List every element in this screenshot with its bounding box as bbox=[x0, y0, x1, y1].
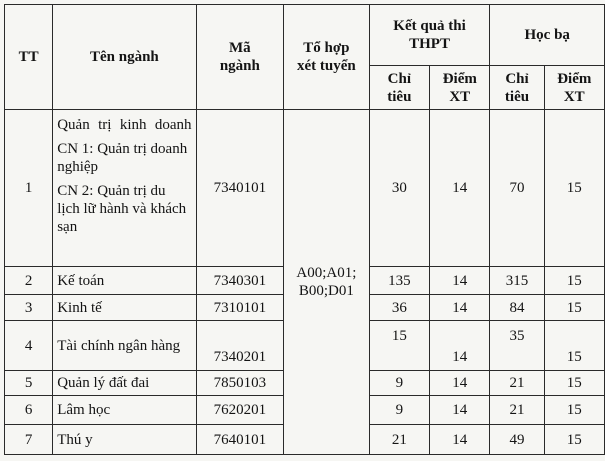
major-name: Lâm học bbox=[53, 396, 196, 425]
row-number: 5 bbox=[5, 371, 53, 396]
thpt-quota: 135 bbox=[369, 267, 429, 295]
col-header-hocba-chi-tieu: Chỉ tiêu bbox=[490, 66, 544, 110]
col-header-ma-nganh: Mã ngành bbox=[196, 5, 284, 110]
col-header-thpt-diem-xt: Điểm XT bbox=[430, 66, 490, 110]
thpt-score: 14 bbox=[430, 267, 490, 295]
admission-quota-table bbox=[4, 4, 605, 455]
hocba-quota: 21 bbox=[490, 396, 544, 425]
row-number: 4 bbox=[5, 321, 53, 371]
major-code: 7340101 bbox=[196, 110, 284, 267]
thpt-quota: 30 bbox=[369, 110, 429, 267]
hocba-score: 15 bbox=[544, 110, 604, 267]
hocba-score: 15 bbox=[544, 425, 604, 455]
major-code: 7850103 bbox=[196, 371, 284, 396]
major-code: 7340201 bbox=[196, 321, 284, 371]
major-code: 7620201 bbox=[196, 396, 284, 425]
hocba-quota: 315 bbox=[490, 267, 544, 295]
row-number: 7 bbox=[5, 425, 53, 455]
major-name: Kinh tế bbox=[53, 295, 196, 321]
thpt-score: 14 bbox=[430, 396, 490, 425]
thpt-score: 14 bbox=[430, 110, 490, 267]
table-row bbox=[5, 110, 605, 267]
hocba-score: 15 bbox=[544, 371, 604, 396]
thpt-score: 14 bbox=[430, 321, 490, 371]
row-number: 3 bbox=[5, 295, 53, 321]
hocba-score: 15 bbox=[544, 321, 604, 371]
row-number: 2 bbox=[5, 267, 53, 295]
major-name-cell bbox=[53, 110, 196, 267]
major-name: Quản lý đất đai bbox=[53, 371, 196, 396]
col-header-to-hop: Tổ hợp xét tuyển bbox=[284, 5, 369, 110]
col-header-thpt-chi-tieu: Chỉ tiêu bbox=[369, 66, 429, 110]
major-name: Thú y bbox=[53, 425, 196, 455]
major-name: Kế toán bbox=[53, 267, 196, 295]
col-group-thpt: Kết quả thi THPT bbox=[369, 5, 490, 66]
major-code: 7640101 bbox=[196, 425, 284, 455]
col-header-tt: TT bbox=[5, 5, 53, 110]
col-header-ten-nganh: Tên ngành bbox=[53, 5, 196, 110]
hocba-score: 15 bbox=[544, 295, 604, 321]
major-name: Quản trị kinh doanh bbox=[57, 117, 192, 133]
row-number: 6 bbox=[5, 396, 53, 425]
thpt-score: 14 bbox=[430, 371, 490, 396]
col-header-hocba-diem-xt: Điểm XT bbox=[544, 66, 604, 110]
specialization-2: CN 2: Quản trị du lịch lữ hành và khách sạn bbox=[57, 183, 187, 235]
specialization-1: CN 1: Quản trị doanh nghiệp bbox=[57, 141, 188, 175]
hocba-quota: 49 bbox=[490, 425, 544, 455]
thpt-score: 14 bbox=[430, 295, 490, 321]
major-code: 7340301 bbox=[196, 267, 284, 295]
thpt-quota: 15 bbox=[369, 321, 429, 371]
major-name: Tài chính ngân hàng bbox=[53, 321, 196, 371]
major-code: 7310101 bbox=[196, 295, 284, 321]
subject-combination: A00;A01; B00;D01 bbox=[284, 110, 369, 455]
hocba-quota: 70 bbox=[490, 110, 544, 267]
thpt-score: 14 bbox=[430, 425, 490, 455]
hocba-score: 15 bbox=[544, 396, 604, 425]
hocba-score: 15 bbox=[544, 267, 604, 295]
hocba-quota: 84 bbox=[490, 295, 544, 321]
thpt-quota: 9 bbox=[369, 371, 429, 396]
thpt-quota: 9 bbox=[369, 396, 429, 425]
row-number: 1 bbox=[5, 110, 53, 267]
col-group-hoc-ba: Học bạ bbox=[490, 5, 605, 66]
header-row-top bbox=[5, 5, 605, 66]
hocba-quota: 21 bbox=[490, 371, 544, 396]
thpt-quota: 36 bbox=[369, 295, 429, 321]
thpt-quota: 21 bbox=[369, 425, 429, 455]
hocba-quota: 35 bbox=[490, 321, 544, 371]
